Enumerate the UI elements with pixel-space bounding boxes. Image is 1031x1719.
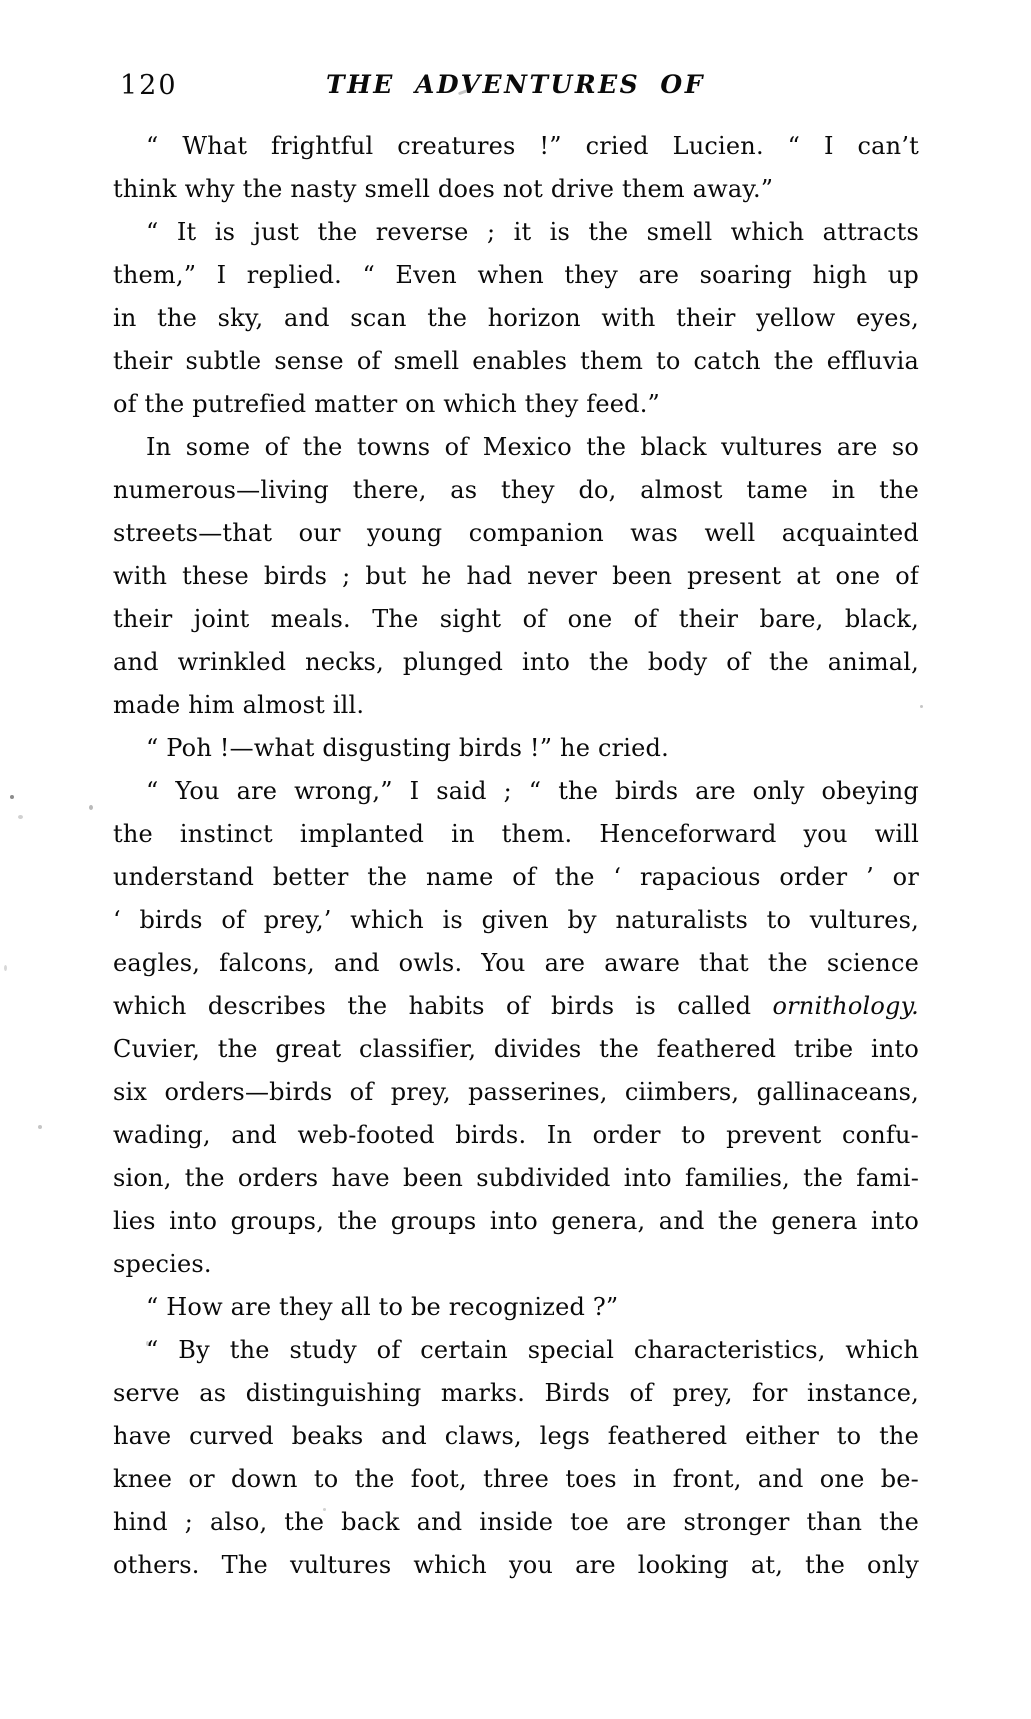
text-line: “ It is just the reverse ; it is the smell which attracts [146,218,919,246]
scan-artifact [920,705,923,708]
text-line: others. The vultures which you are looking at, the only [113,1551,919,1579]
text-line: In some of the towns of Mexico the black vultures are so [146,433,919,461]
text-line: sion, the orders have been subdivided into families, the fami- [113,1164,919,1192]
running-header: THE ADVENTURES OF [326,70,705,99]
text-segment: which describes the habits of birds is called [113,992,752,1020]
text-line: in the sky, and scan the horizon with their yellow eyes, [113,304,919,332]
scan-artifact [146,1341,149,1346]
text-line: hind ; also, the back and inside toe are stronger than the [113,1508,919,1536]
text-line: species. [113,1250,212,1278]
text-line: think why the nasty smell does not drive them away.” [113,175,774,203]
text-line: wading, and web-footed birds. In order to prevent confu- [113,1121,919,1149]
text-line: streets—that our young companion was well acquainted [113,519,919,547]
text-line: lies into groups, the groups into genera, and the genera into [113,1207,919,1235]
text-line: six orders—birds of prey, passerines, ciimbers, gallinaceans, [113,1078,919,1106]
text-line: “ Poh !—what disgusting birds !” he cried. [146,734,669,762]
scan-artifact [10,795,14,799]
text-line: and wrinkled necks, plunged into the body of the animal, [113,648,919,676]
text-line: made him almost ill. [113,691,365,719]
body-text [113,125,919,1587]
text-line: “ You are wrong,” I said ; “ the birds are only obeying [146,777,919,805]
text-line: with these birds ; but he had never been present at one of [113,562,919,590]
text-line: the instinct implanted in them. Henceforward you will [113,820,919,848]
text-line: them,” I replied. “ Even when they are soaring high up [113,261,919,289]
scan-artifact [18,815,23,819]
text-line: Cuvier, the great classifier, divides the feathered tribe into [113,1035,919,1063]
text-line: eagles, falcons, and owls. You are aware that the science [113,949,919,977]
text-line: “ What frightful creatures !” cried Lucien. “ I can’t [146,132,919,160]
text-line: serve as distinguishing marks. Birds of prey, for instance, [113,1379,919,1407]
text-line: knee or down to the foot, three toes in front, and one be- [113,1465,919,1493]
scan-artifact [89,805,93,810]
scan-artifact [4,965,7,971]
text-line: of the putrefied matter on which they feed.” [113,390,661,418]
text-line: ‘ birds of prey,’ which is given by naturalists to vultures, [113,906,919,934]
text-line: numerous—living there, as they do, almost tame in the [113,476,919,504]
page-number: 120 [120,70,178,101]
scan-artifact [38,1125,42,1129]
text-line: have curved beaks and claws, legs feathered either to the [113,1422,919,1450]
text-line: understand better the name of the ‘ rapacious order ’ or [113,863,919,891]
scan-artifact [323,1508,326,1511]
text-line: “ By the study of certain special characteristics, which [146,1336,919,1364]
text-line: their subtle sense of smell enables them to catch the effluvia [113,347,919,375]
text-line: their joint meals. The sight of one of their bare, black, [113,605,919,633]
text-line: “ How are they all to be recognized ?” [146,1293,619,1321]
text-line [113,985,919,1028]
italic-word: ornithology. [772,992,919,1020]
